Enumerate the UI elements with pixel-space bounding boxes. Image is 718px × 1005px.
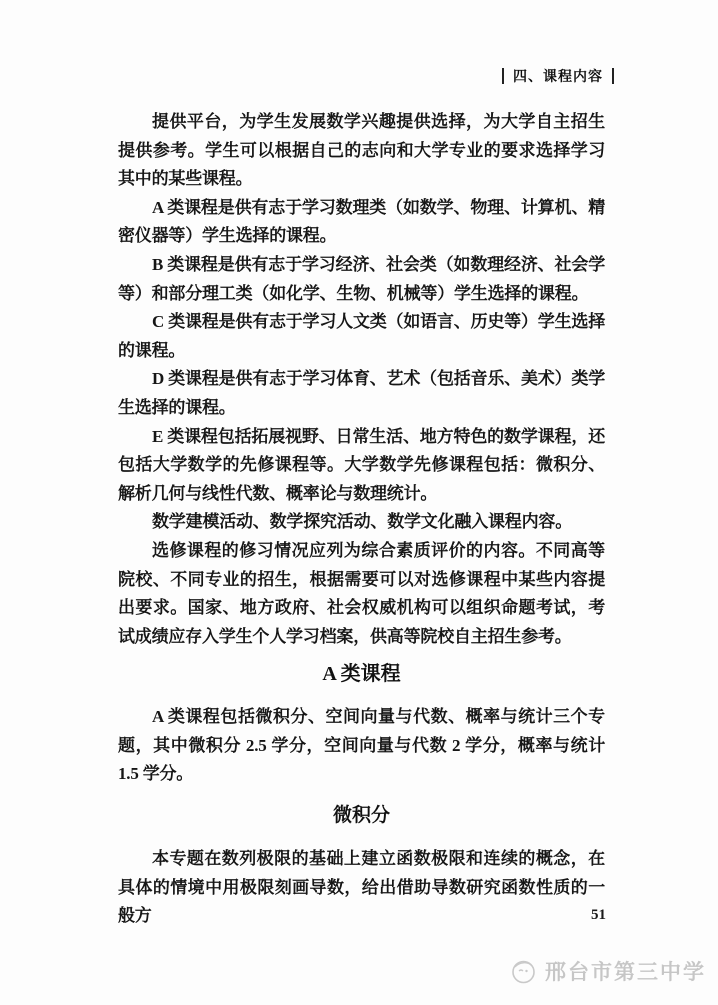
body-paragraph: 提供平台，为学生发展数学兴趣提供选择，为大学自主招生提供参考。学生可以根据自己的志向和大学专业的要求选择学习其中的某些课程。 [118, 112, 605, 189]
body-paragraph: E 类课程包括拓展视野、日常生活、地方特色的数学课程，还包括大学数学的先修课程等。大学数学先修课程包括：微积分、解析几何与线性代数、概率论与数理统计。 [118, 426, 605, 503]
body-paragraph: B 类课程是供有志于学习经济、社会类（如数理经济、社会学等）和部分理工类（如化学、生物、机械等）学生选择的课程。 [118, 254, 605, 303]
running-header [502, 66, 614, 86]
school-name: 邢台市第三中学 [545, 960, 706, 984]
section-heading-a-courses: A 类课程 [322, 663, 401, 686]
header-rule-right-icon [612, 68, 614, 84]
school-watermark [510, 956, 706, 986]
body-paragraph: 数学建模活动、数学探究活动、数学文化融入课程内容。 [152, 512, 572, 532]
running-header-title: 四、课程内容 [513, 70, 603, 85]
section-heading-calculus: 微积分 [332, 805, 390, 827]
school-logo-icon [510, 958, 537, 985]
body-paragraph: C 类课程是供有志于学习人文类（如语言、历史等）学生选择的课程。 [118, 312, 605, 360]
body-paragraph: 本专题在数列极限的基础上建立函数极限和连续的概念，在具体的情境中用极限刻画导数，给出借助导数研究函数性质的一般方 [118, 849, 605, 926]
body-paragraph: D 类课程是供有志于学习体育、艺术（包括音乐、美术）类学生选择的课程。 [118, 369, 605, 417]
body-paragraph: 选修课程的修习情况应列为综合素质评价的内容。不同高等院校、不同专业的招生，根据需要可以对选修课程中某些内容提出要求。国家、地方政府、社会权威机构可以组织命题考试，考试成绩应存入学生个人学习档案，供高等院校自主招生参考。 [118, 540, 605, 646]
body-paragraph: A 类课程包括微积分、空间向量与代数、概率与统计三个专题，其中微积分 2.5 学分，空间向量与代数 2 学分，概率与统计 1.5 学分。 [118, 707, 605, 784]
page-number: 51 [591, 907, 606, 923]
body-paragraph: A 类课程是供有志于学习数理类（如数学、物理、计算机、精密仪器等）学生选择的课程。 [118, 197, 605, 246]
page-body [118, 108, 605, 931]
header-rule-left-icon [502, 68, 504, 84]
